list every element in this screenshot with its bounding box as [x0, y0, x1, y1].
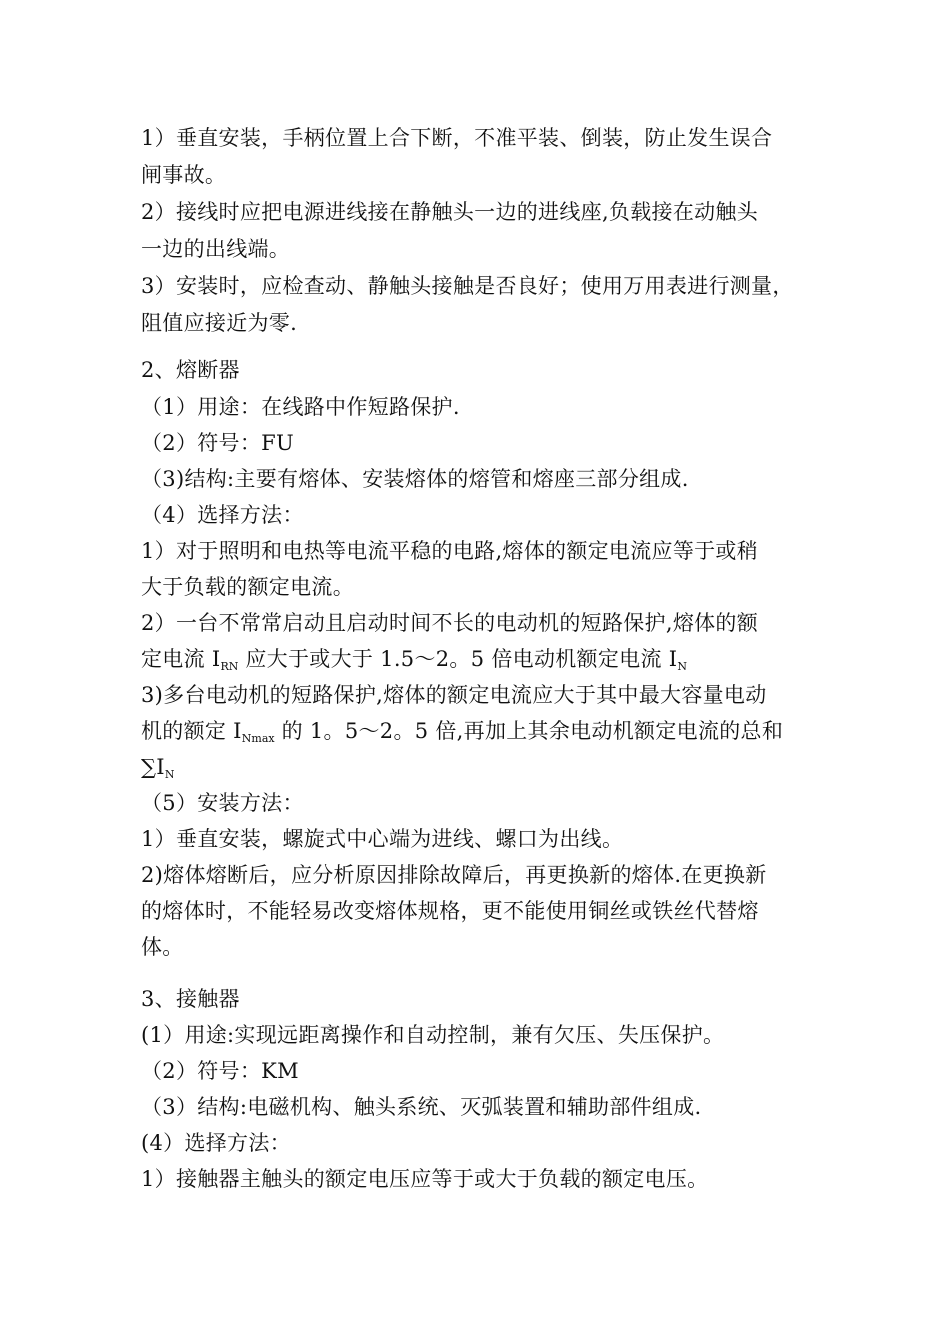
text-line-nmax — [141, 716, 831, 754]
text-line: 1）接触器主触头的额定电压应等于或大于负载的额定电压。 — [141, 1167, 709, 1191]
text-line: （2）符号：FU — [141, 431, 295, 455]
text-line: 3)多台电动机的短路保护,熔体的额定电流应大于其中最大容量电动 — [141, 683, 767, 707]
text-fragment: 的 1。5～2。5 倍,再加上其余电动机额定电流的总和 — [274, 719, 784, 743]
section-heading: 2、熔断器 — [141, 358, 240, 382]
text-line: （1）用途：在线路中作短路保护. — [141, 395, 460, 419]
text-line: (4）选择方法： — [141, 1131, 291, 1155]
text-line: 3）安装时，应检查动、静触头接触是否良好；使用万用表进行测量， — [141, 274, 794, 298]
text-line: 1）垂直安装，螺旋式中心端为进线、螺口为出线。 — [141, 827, 624, 851]
text-line: 阻值应接近为零. — [141, 311, 298, 335]
text-line: （2）符号：KM — [141, 1059, 299, 1083]
text-line: （3)结构:主要有熔体、安装熔体的熔管和熔座三部分组成. — [141, 467, 689, 491]
subscript: RN — [220, 660, 239, 673]
subscript: N — [677, 660, 687, 673]
text-line: 大于负载的额定电流。 — [141, 575, 354, 599]
subscript: Nmax — [241, 732, 275, 745]
text-fragment: 应大于或大于 1.5～2。5 倍电动机额定电流 I — [238, 647, 678, 671]
subscript: N — [164, 768, 175, 781]
text-line: 体。 — [141, 935, 184, 959]
section-heading: 3、接触器 — [141, 987, 240, 1011]
text-line: （5）安装方法： — [141, 791, 304, 815]
text-line: 2）接线时应把电源进线接在静触头一边的进线座,负载接在动触头 — [141, 200, 759, 224]
text-line: 1）对于照明和电热等电流平稳的电路,熔体的额定电流应等于或稍 — [141, 539, 759, 563]
text-line: （4）选择方法： — [141, 503, 304, 527]
text-fragment: ∑I — [141, 755, 165, 779]
text-fragment: 机的额定 I — [141, 719, 242, 743]
text-line: 的熔体时，不能轻易改变熔体规格，更不能使用铜丝或铁丝代替熔 — [141, 899, 759, 923]
text-line: 2)熔体熔断后，应分析原因排除故障后，再更换新的熔体.在更换新 — [141, 863, 767, 887]
text-fragment: 定电流 I — [141, 647, 221, 671]
text-line: （3）结构:电磁机构、触头系统、灭弧装置和辅助部件组成. — [141, 1095, 702, 1119]
text-line: 1）垂直安装，手柄位置上合下断，不准平装、倒装，防止发生误合 — [141, 126, 773, 150]
text-line: 2）一台不常常启动且启动时间不长的电动机的短路保护,熔体的额 — [141, 611, 759, 635]
text-line: 一边的出线端。 — [141, 237, 291, 261]
text-line: (1）用途:实现远距离操作和自动控制，兼有欠压、失压保护。 — [141, 1023, 725, 1047]
text-line: 闸事故。 — [141, 163, 227, 187]
text-line-sum — [141, 752, 831, 790]
text-line-rated-current — [141, 644, 831, 682]
